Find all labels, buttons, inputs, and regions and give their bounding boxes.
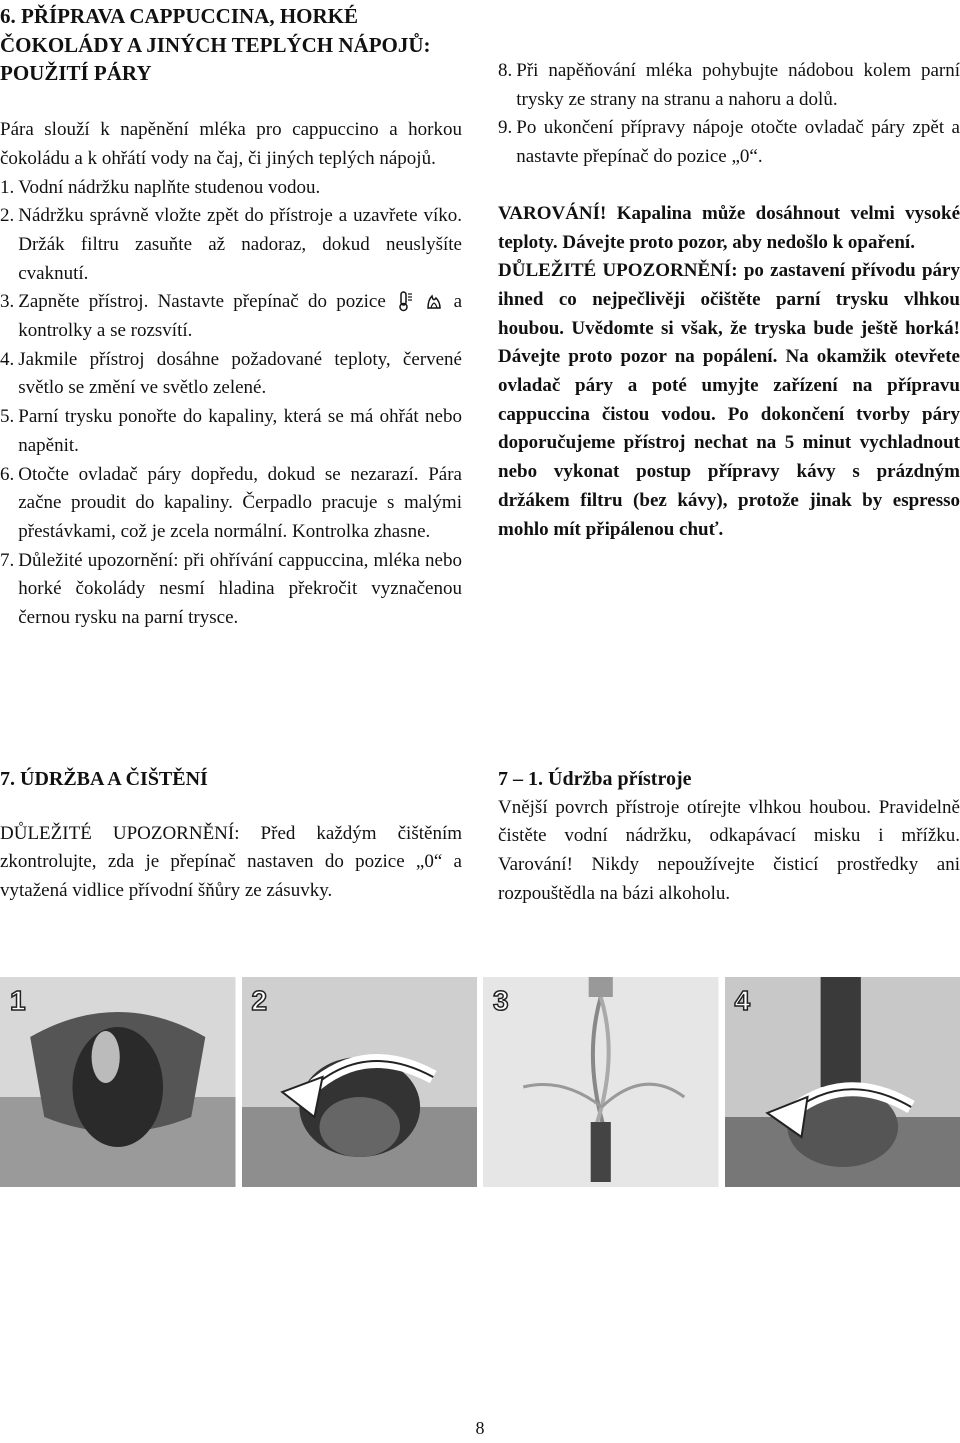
step-4: 4. Jakmile přístroj dosáhne požadované teploty, červené světlo se změní ve světlo zelené. bbox=[0, 348, 462, 399]
step-1: 1. Vodní nádržku naplňte studenou vodou. bbox=[0, 176, 321, 198]
steam-knob-photo bbox=[0, 977, 236, 1187]
nozzle-turn-arrow-photo bbox=[725, 977, 960, 1187]
step-5: 5. Parní trysku ponořte do kapaliny, která se má ohřát nebo napěnit. bbox=[0, 406, 462, 456]
section-6-title: 6. PŘÍPRAVA CAPPUCCINA, HORKÉ ČOKOLÁDY A JINÝCH TEPLÝCH NÁPOJŮ: POUŽITÍ PÁRY bbox=[0, 4, 431, 86]
step-9: 9. Po ukončení přípravy nápoje otočte ovladač páry zpět a nastavte přepínač do pozice „0“. bbox=[498, 117, 960, 168]
section-7-title: 7. ÚDRŽBA A ČIŠTĚNÍ bbox=[0, 768, 208, 790]
important-notice: DŮLEŽITÉ UPOZORNĚNÍ: po zastavení přívodu páry ihned co nejpečlivěji očištěte parní trysku vlhkou houbou. Uvědomte si však, že tryska bude ještě horká! Dávejte proto pozor na popálení. Na okamžik otevřete ovladač páry a poté umyjte zařízení na přípravu cappuccina čistou vodou. Po dokončení tvorby páry doporučujeme přístroj nechat na 5 minut vychladnout nebo vykonat postup přípravy kávy s prázdným držákem filtru (bez kávy), protože jinak by espresso mohlo mít připálenou chuť. bbox=[498, 260, 960, 540]
photo-strip bbox=[0, 977, 960, 1187]
step-3: 3. Zapněte přístroj. Nastavte přepínač do pozice a kontrolky a se rozsvítí. bbox=[0, 291, 463, 342]
photo-4-label: 4 bbox=[734, 985, 751, 1016]
step-8: 8. Při napěňování mléka pohybujte nádobou kolem parní trysky ze strany na stranu a nahoru a dolů. bbox=[498, 60, 960, 110]
knob-turn-arrow-photo bbox=[242, 977, 478, 1187]
section-7-notice: DŮLEŽITÉ UPOZORNĚNÍ: Před každým čištěním zkontrolujte, zda je přepínač nastaven do pozice „0“ a vytažená vidlice přívodní šňůry ze zásuvky. bbox=[0, 822, 462, 902]
left-column bbox=[0, 0, 462, 633]
photo-2-label: 2 bbox=[251, 985, 268, 1016]
photo-1 bbox=[0, 977, 236, 1187]
page-number: 8 bbox=[475, 1418, 485, 1438]
photo-3-label: 3 bbox=[493, 985, 509, 1016]
photo-2 bbox=[242, 977, 478, 1187]
right-column bbox=[498, 0, 960, 544]
thermometer-icon bbox=[395, 290, 415, 312]
step-7: 7. Důležité upozornění: při ohřívání cappuccina, mléka nebo horké čokolády nesmí hladina překročit vyznačenou černou rysku na parní trysce. bbox=[0, 549, 462, 629]
photo-4 bbox=[725, 977, 960, 1187]
warning-text: VAROVÁNÍ! Kapalina může dosáhnout velmi vysoké teploty. Dávejte proto pozor, aby nedošlo k opaření. bbox=[498, 202, 960, 253]
maintenance-subtitle: 7 – 1. Údržba přístroje bbox=[498, 768, 692, 790]
step-6: 6. Otočte ovladač páry dopředu, dokud se nezarazí. Pára začne proudit do kapaliny. Čerpadlo pracuje s malými přestávkami, což je zcela normální. Kontrolka zhasne. bbox=[0, 463, 462, 542]
section-7-left bbox=[0, 765, 462, 906]
step-3-text-a: Zapněte přístroj. Nastavte přepínač do pozice bbox=[18, 291, 386, 313]
step-3-text-b: a kontrolky a se rozsvítí. bbox=[18, 291, 463, 342]
photo-1-label: 1 bbox=[10, 985, 26, 1016]
step-2: 2. Nádržku správně vložte zpět do přístroje a uzavřete víko. Držák filtru zasuňte až nadoraz, dokud neuslyšíte cvaknutí. bbox=[0, 205, 462, 284]
steam-nozzle-spray-photo bbox=[483, 977, 719, 1187]
steam-icon bbox=[424, 290, 444, 312]
maintenance-text: Vnější povrch přístroje otírejte vlhkou houbou. Pravidelně čistěte vodní nádržku, odkapávací misku i mřížku. Varování! Nikdy nepoužívejte čisticí prostředky ani rozpouštědla na bázi alkoholu. bbox=[498, 796, 960, 904]
section-7-right bbox=[498, 765, 960, 909]
section-6-intro: Pára slouží k napěnění mléka pro cappuccino a horkou čokoládu a k ohřátí vody na čaj, či jiných teplých nápojů. bbox=[0, 119, 462, 169]
photo-3 bbox=[483, 977, 719, 1187]
